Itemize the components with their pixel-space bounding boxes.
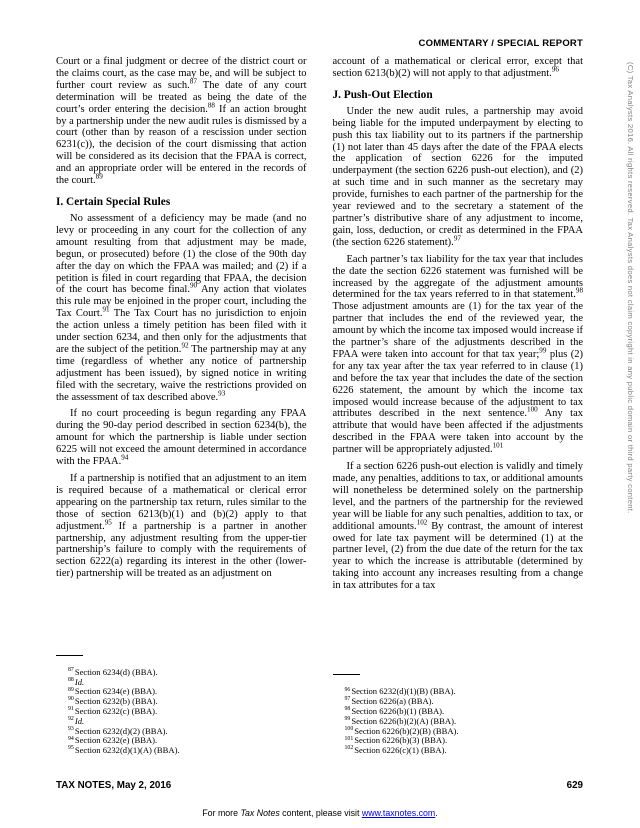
promo-text-suffix: .: [435, 808, 438, 818]
footnote-number: 94: [68, 735, 74, 742]
paragraph: Under the new audit rules, a partnership may avoid being liable for the imputed underpayment by electing to push this tax liability out to its partners if the partnership (1) not later than 45 days after the date of the FPAA elects the application of section 6226 for the imputed underpayment (the section 6226 push-out election), and (2) at such time and in such manner as the secretary may provide, furnishes to each partner of the partnership for the year reviewed and to the secretary a statement of the partner’s distributive share of any adjustment to income, gain, loss, deduction, or credit as determined in the FPAA (the section 6226 statement).$^{97}$: [332, 105, 583, 248]
taxnotes-link[interactable]: www.taxnotes.com: [361, 808, 436, 818]
footnote-text: Section 6234(e) (BBA).: [74, 686, 158, 697]
footnote-number: 87: [68, 666, 74, 673]
footer-journal-date: TAX NOTES, May 2, 2016: [56, 780, 172, 791]
footnote-number: 90: [68, 696, 74, 703]
footnote-number: 88: [68, 676, 74, 683]
paragraph: No assessment of a deficiency may be made (and no levy or proceeding in any court for the collection of any amount resulting from that adjustment may be made, begun, or prosecuted) before (1) the close of the 90th day after the day on which the FPAA was mailed; and (2) if a petition is filed in court regarding that FPAA, the decision of the court has become final.$^{90}$ Any action that violates this rule may be enjoined in the proper court, including the Tax Court.$^{91}$ The Tax Court has no jurisdiction to enjoin the action unless a timely petition has been filed with it under section 6234, and then only for the adjustments that are the subject of the petition.$^{92}$ The partnership may at any time (regardless of whether any notice of partnership adjustment has been issued), by signed notice in writing filed with the secretary, waive the restrictions provided on the assessment of tax described above.$^{93}$: [56, 212, 307, 403]
page-footer: [56, 780, 583, 791]
footnote-text: Section 6226(b)(1) (BBA).: [351, 706, 445, 717]
footnotes-right: [333, 674, 584, 756]
footer-page-number: 629: [566, 780, 583, 791]
footnote-separator: [56, 655, 83, 656]
paragraph: If a section 6226 push-out election is validly and timely made, any penalties, additions to tax, or additional amounts will nonetheless be determined solely on the partnership level, and the partners of the partnership for the reviewed year will be liable for any such penalties, addition to tax, or additional amounts.$^{102}$ By contrast, the amount of interest owed for late tax payment will be determined (1) at the partner level, (2) from the due date of the return for the tax year to which the increase is attributable (determined by taking into account any increases resulting from a change in tax attributes for a tax: [332, 461, 584, 592]
footnote-number: 101: [344, 735, 354, 742]
paragraph: If a partnership is notified that an adjustment to an item is required because of a mathematical or clerical error appearing on the partnership tax return, rules similar to the those of section 6213(b)(1) and (b)(2) apply to that adjustment.$^{95}$ If a partnership is a partner in another partnership, any adjustment resulting from the upper-tier partnership’s failure to comply with the requirements of section 6222(a) regarding its interest in the other (lower-tier) partnership will be treated as an adjustment on: [56, 473, 307, 580]
footnote-number: 89: [68, 686, 74, 693]
footnote-text: Section 6232(b) (BBA).: [74, 696, 158, 707]
article-body: [56, 56, 583, 756]
footnote: [333, 746, 584, 756]
footnote-number: 92: [68, 715, 74, 722]
promo-text-middle: content, please visit: [279, 808, 362, 818]
footnote-text: Section 6226(b)(2)(A) (BBA).: [351, 715, 457, 726]
footnote-separator: [333, 674, 360, 675]
footnote-text: Section 6232(e) (BBA).: [74, 735, 158, 746]
footnote: [56, 668, 307, 678]
footnote-text: Section 6226(b)(2)(B) (BBA).: [354, 725, 459, 736]
footnote-text: Section 6232(d)(1)(A) (BBA).: [74, 745, 180, 756]
footnote-number: 102: [344, 745, 354, 752]
paragraph: Each partner’s tax liability for the tax year that includes the date the section 6226 statement was furnished will be increased by the aggregate of the adjustment amounts determined for the tax years referred to in that statement.$^{98}$ Those adjustment amounts are (1) for the tax year of the partner that includes the end of the reviewed year, the amount by which the income tax imposed would increase if the partner’s share of the adjustments described in the FPAA were taken into account for that tax year;$^{99}$ plus (2) for any tax year after the tax year referred to in clause (1) and before the tax year that includes the date of the section 6226 statement, the amount by which the income tax imposed would increase because of the adjustment to tax attributes described in the next sentence.$^{100}$ Any tax attribute that would have been affected if the adjustments described in the FPAA were taken into account by the partner will be appropriately adjusted.$^{101}$: [332, 253, 583, 456]
footnote: [56, 707, 307, 717]
footnote-number: 91: [68, 706, 74, 713]
footer-promo: [0, 808, 640, 818]
copyright-sidebar: (C) Tax Analysts 2016. All rights reserved. Tax Analysts does not claim copyright in any public domain or third party content.: [626, 62, 635, 514]
footnote-number: 93: [68, 725, 74, 732]
promo-journal-name: Tax Notes: [240, 808, 280, 818]
footnote-text: Section 6232(c) (BBA).: [74, 706, 158, 717]
page-header: [56, 38, 583, 49]
footnote-number: 96: [344, 686, 351, 693]
footnote-text: Section 6226(a) (BBA).: [351, 696, 434, 707]
left-column: [56, 56, 307, 756]
footnote-text: Section 6226(b)(3) (BBA).: [354, 735, 448, 746]
section-heading-push-out-election: J. Push-Out Election: [332, 88, 433, 101]
paragraph: If no court proceeding is begun regarding any FPAA during the 90-day period described in section 6234(b), the amount for which the partnership is liable under section 6225 will not exceed the amount determined in accordance with the FPAA.$^{94}$: [56, 408, 307, 468]
footnote-text: Section 6232(d)(2) (BBA).: [74, 725, 168, 736]
footnote-number: 95: [68, 745, 74, 752]
paragraph: Court or a final judgment or decree of the district court or the claims court, as the case may be, and will be subject to further court review as such.$^{87}$ The date of any court determination will be treated as being the date of the court’s order entering the decision.$^{88}$ If an action brought by a partnership under the new audit rules is dismissed by a court (other than by reason of a rescission under section 6231(c)), the decision of the court dismissing that action will be considered as its decision that the FPAA is correct, and an appropriate order will be entered in the records of the court.$^{89}$: [56, 56, 307, 187]
footnote-number: 100: [344, 725, 354, 732]
footnote-text: Section 6226(c)(1) (BBA).: [354, 745, 447, 756]
footnote-text: Section 6234(d) (BBA).: [74, 666, 158, 677]
section-heading-certain-special-rules: I. Certain Special Rules: [56, 195, 171, 208]
footnotes-left: [56, 655, 307, 756]
right-column: [333, 56, 584, 756]
header-title: COMMENTARY / SPECIAL REPORT: [418, 38, 583, 49]
footnote-number: 98: [344, 706, 351, 713]
footnote-text: Id.: [74, 715, 85, 726]
footnote-text: Section 6232(d)(1)(B) (BBA).: [351, 686, 456, 697]
promo-text-prefix: For more: [202, 808, 241, 818]
footnote-text: Id.: [74, 676, 85, 687]
footnote-number: 99: [344, 715, 351, 722]
paragraph: account of a mathematical or clerical error, except that section 6213(b)(2) will not apply to that adjustment.$^{96}$: [332, 56, 583, 79]
footnote: [56, 746, 307, 756]
footnote-number: 97: [344, 696, 351, 703]
